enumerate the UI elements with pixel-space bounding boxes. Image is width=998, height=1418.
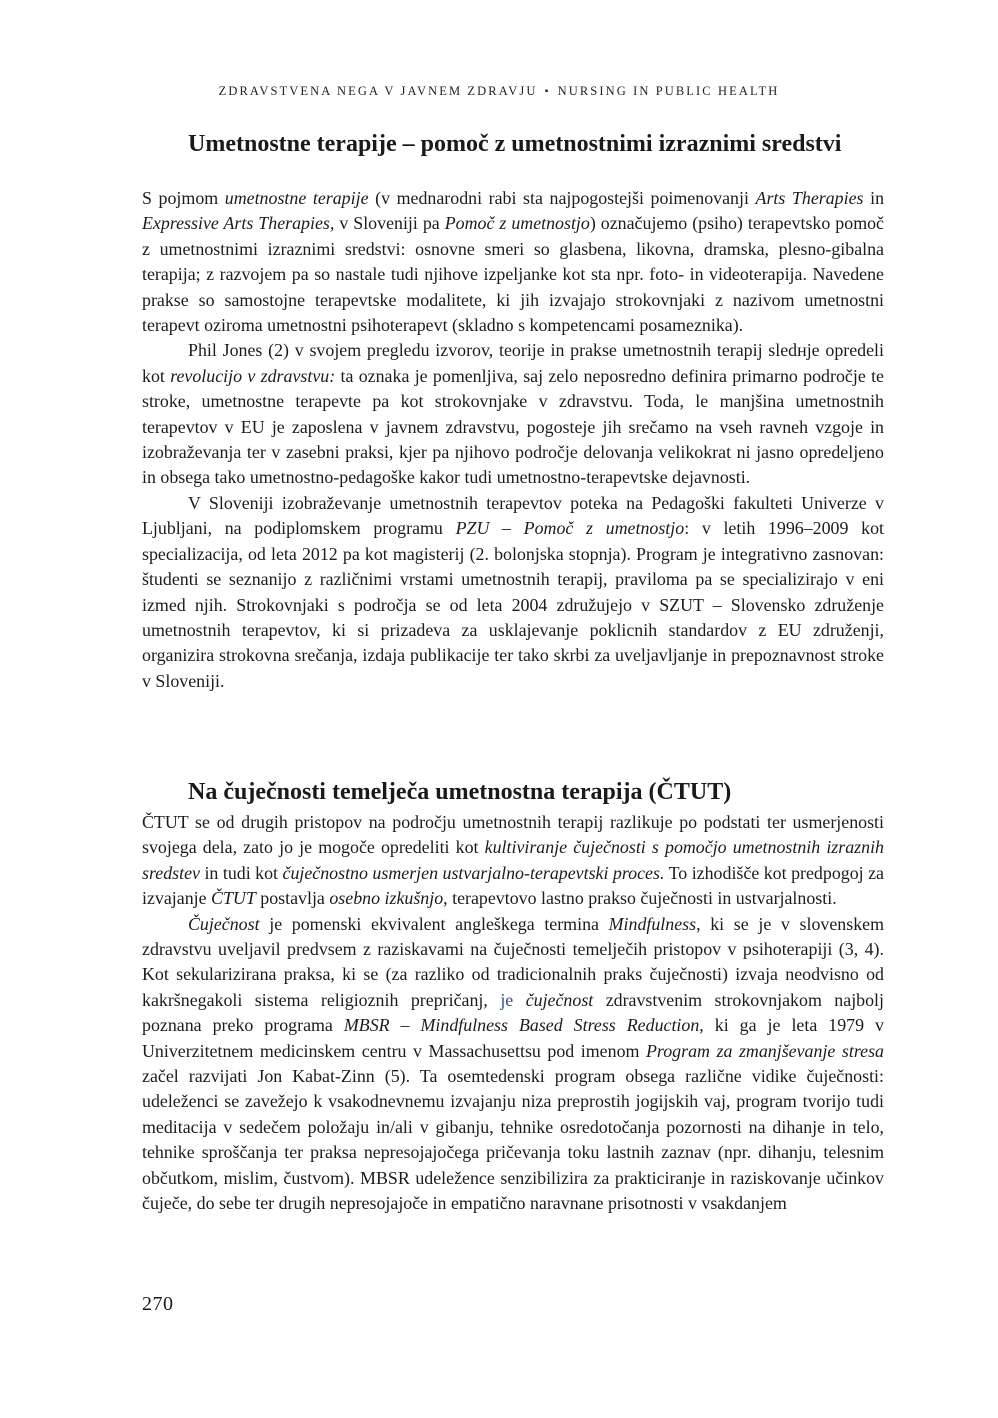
running-head-separator: ▪: [544, 86, 551, 97]
section-arts-therapies-body: [142, 186, 884, 694]
section-title-arts-therapies: Umetnostne terapije – pomoč z umetnostnimi izraznimi sredstvi: [188, 131, 842, 157]
paragraph: V Sloveniji izobraževanje umetnostnih terapevtov poteka na Pedagoški fakulteti Univerze v Ljubljani, na podiplomskem programu PZU – Pomoč z umetnostjo: v letih 1996–2009 kot specializacija, od leta 2012 pa kot magisterij (2. bolonjska stopnja). Program je integrativno zasnovan: študenti se seznanijo z različnimi vrstami umetnostnih terapij, praviloma pa se specializirajo v eni izmed njih. Strokovnjaki s področja se od leta 2004 združujejo v SZUT – Slovensko združenje umetnostnih terapevtov, ki si prizadeva za usklajevanje poklicnih standardov z EU združenji, organizira strokovna srečanja, izdaja publikacije ter tako skrbi za uveljavljanje in prepoznavnost stroke v Sloveniji.: [142, 492, 884, 691]
section-title-ctut: Na čuječnosti temelječa umetnostna terapija (ČTUT): [188, 779, 732, 805]
paragraph: S pojmom umetnostne terapije (v mednarodni rabi sta najpogostejši poimenovanji Arts Therapies in Expressive Arts Therapies, v Sloveniji pa Pomoč z umetnostjo) označujemo (psiho) terapevtsko pomoč z umetnostnimi izraznimi sredstvi: osnovne smeri so glasbena, likovna, dramska, plesno-gibalna terapija; z razvojem pa so nastale tudi njihove izpeljanke kot sta npr. foto- in videoterapija. Navedene prakse so samostojne terapevtske modalitete, ki jih izvajajo strokovnjaki z nazivom umetnostni terapevt oziroma umetnostni psihoterapevt (skladno s kompetencami posameznika).: [142, 188, 885, 336]
page-number: 270: [142, 1293, 174, 1315]
running-head: [0, 84, 998, 99]
paragraph: Čuječnost je pomenski ekvivalent angleškega termina Mindfulness, ki se je v slovenskem zdravstvu uveljavil predvsem z raziskavami na čuječnosti temelječih pristopov v psihoterapiji (3, 4). Kot sekularizirana praksa, ki se (za razliko od tradicionalnih praks čuječnosti) izvaja neodvisno od kakršnegakoli sistema religioznih prepričanj, je čuječnost zdravstvenim strokovnjakom najbolj poznana preko programa MBSR – Mindfulness Based Stress Reduction, ki ga je leta 1979 v Univerzitetnem medicinskem centru v Massachusettsu pod imenom Program za zmanjševanje stresa začel razvijati Jon Kabat-Zinn (5). Ta osemtedenski program obsega različne vidike čuječnosti: udeleženci se zavežejo k vsakodnevnemu izvajanju niza preprostih jogijskih vaj, program tvorijo tudi meditacija v sedečem položaju in/ali v gibanju, tehnike osredotočanja pozornosti na dihanje in telo, tehnike sproščanja ter praksa nepresojajočega pričevanja toku lastnih zaznav (npr. dihanju, telesnim občutkom, mislim, čustvom). MBSR udeležence senzibilizira za prakticiranje in raziskovanje učinkov čuječe, do sebe ter drugih nepresojajoče in empatično naravnane prisotnosti v vsakdanjem: [142, 913, 884, 1214]
paragraph: ČTUT se od drugih pristopov na področju umetnostnih terapij razlikuje po podstati ter usmerjenosti svojega dela, zato jo je mogoče opredeliti kot kultiviranje čuječnosti s pomočjo umetnostnih izraznih sredstev in tudi kot čuječnostno usmerjen ustvarjalno-terapevtski proces. To izhodišče kot predpogoj za izvajanje ČTUT postavlja osebno izkušnjo, terapevtovo lastno prakso čuječnosti in ustvarjalnosti.: [142, 812, 884, 909]
paragraph: Phil Jones (2) v svojem pregledu izvorov, teorije in prakse umetnostnih terapij sledнje opredeli kot revolucijo v zdravstvu: ta oznaka je pomenljiva, saj zelo neposredno definira primarno področje te stroke, umetnostne terapevte pa kot strokovnjake v zdravstvu. Toda, le manjšina umetnostnih terapevtov v EU je zaposlena v javnem zdravstvu, pogosteje jih srečamo na vseh ravneh vzgoje in izobraževanja ter v zasebni praksi, kjer pa njihovo področje delovanja velikokrat ni jasno opredeljeno in obsega tako umetnostno-pedagoške kakor tudi umetnostno-terapevtske dejavnosti.: [142, 340, 884, 488]
running-head-right: NURSING IN PUBLIC HEALTH: [557, 84, 780, 98]
running-head-left: ZDRAVSTVENA NEGA V JAVNEM ZDRAVJU: [218, 84, 538, 98]
section-ctut-body: [142, 810, 884, 1217]
